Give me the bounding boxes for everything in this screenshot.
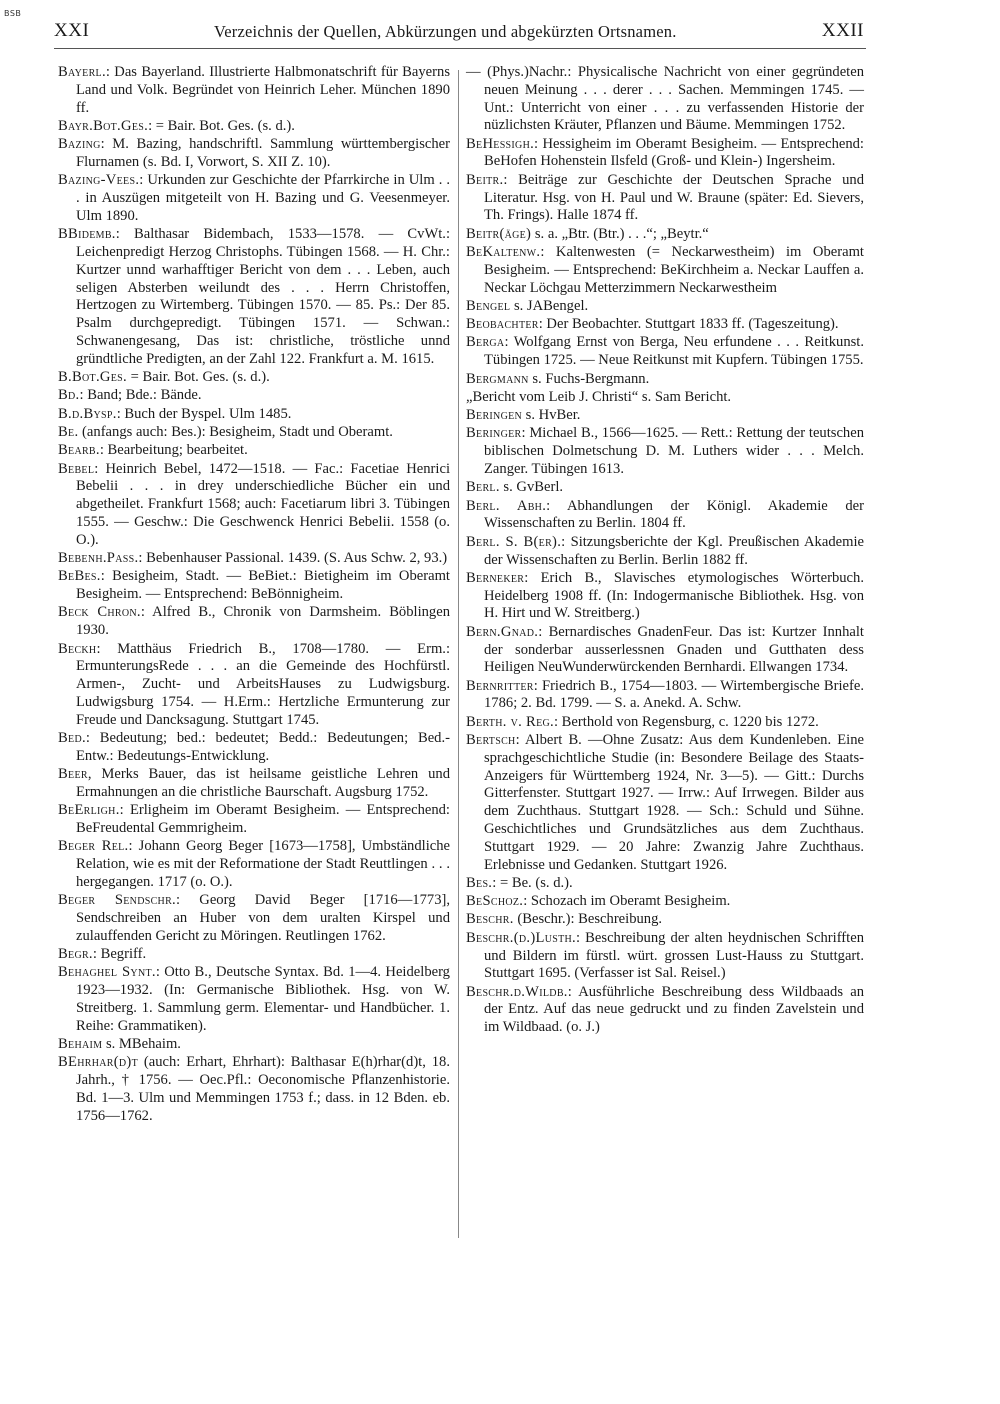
entry-text: : Johann Georg Beger [1673—1758], Umbständliche Relation, wie es mit der Reformatione der Stadt Reuttlingen . . . hergegangen. 1717 (o. O.).: [76, 838, 450, 890]
entry-text: : Erich B., Slavisches etymologisches Wörterbuch. Heidelberg 1908 ff. (In: Indogermanische Bibliothek. Hsg. von H. Hirt und W. Streitberg.): [484, 569, 864, 622]
entry-abbreviation: Begr.: [58, 946, 93, 963]
dictionary-entry: [466, 498, 864, 534]
entry-text: s. a. „Btr. (Btr.) . . .“; „Beytr.“: [531, 225, 709, 242]
entry-text: : Sitzungsberichte der Kgl. Preußischen Akademie der Wissenschaften zu Berlin. Berlin 1882 ff.: [484, 533, 864, 568]
entry-abbreviation: Bd.: [58, 387, 80, 404]
entry-abbreviation: Beck Chron.: [58, 604, 141, 621]
entry-abbreviation: Berneker: [466, 569, 525, 586]
dictionary-entry: [466, 316, 864, 334]
dictionary-entry: [58, 387, 450, 405]
page-number-left: XXI: [54, 20, 90, 41]
entry-text: : Georg David Beger [1716—1773], Sendschreiben an Huber von dem uralten Kirspel und zulauffenden Gericht zu Möringen. Reutlingen 1762.: [76, 892, 451, 944]
entry-text: : Otto B., Deutsche Syntax. Bd. 1—4. Heidelberg 1923—1932. (In: Germanische Bibliothek. Hsg. von W. Streitberg. 1. Sammlung germ. Elementar- und Handbücher. 1. Reihe: Grammatiken).: [76, 964, 450, 1034]
dictionary-entry: [58, 946, 450, 964]
entry-text: : Ausführliche Beschreibung dess Wildbaads an der Entz. Auf das neue gedruckt und zu finden Zavelstein und im Wildbaad. (o. J.): [484, 983, 864, 1036]
entry-abbreviation: Bearb.: [58, 442, 100, 459]
entry-text: (auch: Erhart, Ehrhart): Balthasar E(h)rhar(d)t, 18. Jahrh., † 1756. — Oec.Pfl.: Oeconomische Pflanzenhistorie. Bd. 1—3. Ulm und Memmingen 1753 f.; dass. in 12 Bden. eb. 1756—1762.: [76, 1054, 450, 1124]
entry-abbreviation: Bernritter: [466, 677, 534, 694]
dictionary-entry: [466, 930, 864, 983]
entry-abbreviation: Beckh: [58, 640, 97, 657]
entry-text: : Urkunden zur Geschichte der Pfarrkirche in Ulm . . . in Auszügen mitgeteilt von H. Bazing und G. Veesenmeyer. Ulm 1890.: [76, 172, 450, 224]
entry-text: s. Fuchs-Bergmann.: [528, 370, 650, 387]
entry-text: : Beiträge zur Geschichte der Deutschen Sprache und Literatur. Hsg. von H. Paul und W. Braune (später: Ed. Sievers, Th. Frings). Halle 1874 ff.: [484, 171, 864, 224]
dictionary-entry: [58, 766, 450, 802]
entry-abbreviation: Beitr(äge): [466, 225, 532, 242]
entry-text: : Wolfgang Ernst von Berga, Neu erfundene . . . Reitkunst. Tübingen 1725. — Neue Reitkunst mit Kupfern. Tübingen 1755.: [484, 334, 864, 369]
dictionary-entry: [466, 389, 864, 407]
dictionary-entry: [58, 838, 450, 891]
entry-text: = Bair. Bot. Ges. (s. d.).: [126, 369, 270, 386]
dictionary-entry: [58, 641, 450, 730]
entry-abbreviation: BEhrhar(d)t: [58, 1054, 139, 1071]
entry-text: : Alfred B., Chronik von Darmsheim. Böblingen 1930.: [76, 604, 450, 639]
dictionary-entry: [466, 407, 864, 425]
entry-abbreviation: Behaim: [58, 1036, 103, 1053]
entry-text: : Michael B., 1566—1625. — Rett.: Rettung der teutschen biblischen Dolmetschung D. M. Luthers wider . . . Melch. Zanger. Tübingen 1613.: [484, 425, 864, 478]
dictionary-entry: [466, 875, 864, 893]
entry-text: : Albert B. —Ohne Zusatz: Aus dem Kundenleben. Eine sprachgeschichtliche Studie (in: Besondere Beilage des Staats-Anzeigers für Württemberg 1924, Nr. 3—5). — Gitt.: Durchs Gitterfenster. Stuttgart 1927. — Irrw.: Auf Irrwegen. Bilder aus dem Zuchthaus. Stuttgart 1928. — Sch.: Schuld und Sühne. Geschichtliches und Grundsätzliches aus dem Zuchthaus. Stuttgart 1929. — 20 Jahre: Zwanzig Jahre Zuchthaus. Erlebnisse und Gedanken. Stuttgart 1926.: [484, 731, 864, 873]
entry-abbreviation: Bayerl.: [58, 64, 106, 80]
entry-abbreviation: Bergmann: [466, 370, 529, 387]
entry-abbreviation: Bed.: [58, 729, 86, 746]
entry-abbreviation: Bazing: [58, 136, 101, 153]
entry-abbreviation: B.Bot.Ges.: [58, 369, 127, 386]
dictionary-entry: [58, 424, 450, 442]
dictionary-entry: [58, 406, 450, 424]
entry-text: : Band; Bde.: Bände.: [79, 387, 202, 404]
entry-abbreviation: Beschr.(d.)Lusth.: [466, 929, 576, 946]
dictionary-entry: [58, 568, 450, 604]
entry-abbreviation: Bazing-Vees.: [58, 172, 140, 189]
entry-abbreviation: Beger Rel.: [58, 838, 129, 855]
dictionary-entry: [58, 964, 450, 1035]
dictionary-entry: [466, 226, 864, 244]
dictionary-entry: [466, 479, 864, 497]
entry-text: (Beschr.): Beschreibung.: [513, 911, 663, 928]
right-column: [466, 64, 864, 1038]
entry-text: : Erligheim im Oberamt Besigheim. — Entsprechend: BeFreudental Gemmrigheim.: [76, 802, 450, 836]
entry-text: : Abhandlungen der Königl. Akademie der Wissenschaften zu Berlin. 1804 ff.: [484, 497, 864, 532]
entry-abbreviation: Berga: [466, 334, 505, 351]
entry-abbreviation: BeBes.: [58, 568, 101, 585]
dictionary-entry: [466, 425, 864, 478]
library-stamp: BSB: [4, 9, 22, 18]
dictionary-entry: [466, 984, 864, 1037]
entry-text: : Begriff.: [92, 946, 147, 963]
entry-text: : Besigheim, Stadt. — BeBiet.: Bietigheim im Oberamt Besigheim. — Entsprechend: BeBönnigheim.: [76, 568, 450, 603]
entry-text: : Friedrich B., 1754—1803. — Wirtembergische Briefe. 1786; 2. Bd. 1799. — S. a. Anekd. A. Schw.: [484, 677, 864, 712]
entry-text: (anfangs auch: Bes.): Besigheim, Stadt und Oberamt.: [78, 423, 393, 440]
entry-text: : Berthold von Regensburg, c. 1220 bis 1272.: [553, 713, 819, 730]
entry-abbreviation: Bayr.Bot.Ges.: [58, 117, 149, 134]
entry-text: : Balthasar Bidembach, 1533—1578. — CvWt.: Leichenpredigt Herzog Christophs. Tübingen 1568. — H. Chr.: Kurtzer unnd warhafftiger Bericht von dem . . . Leben, auch seligen Absterben weilundt des . . . Herrn Christoffen, Hertzogen zu Wirtemberg. Tübingen 1570. — 85. Ps.: Der 85. Psalm durchgepredigt. Tübingen 1571. — Schwan.: Schwanengesang, Das ist: christliche, tröstliche unnd gründtliche Predigten, an der Zahl 122. Frankfurt a. M. 1615.: [76, 226, 450, 367]
entry-abbreviation: Bebenh.Pass.: [58, 550, 139, 567]
entry-abbreviation: Bes.: [466, 874, 493, 891]
dictionary-entry: [58, 226, 450, 368]
entry-abbreviation: Beringen: [466, 407, 523, 424]
entry-abbreviation: Behaghel Synt.: [58, 964, 156, 981]
entry-abbreviation: BeKaltenw.: [466, 243, 541, 260]
entry-text: : Matthäus Friedrich B., 1708—1780. — Erm.: ErmunterungsRede . . . an die Gemeinde des Hochfürstl. Armen-, Zucht- und ArbeitsHauses zu Ludwigsburg. Ludwigsburg 1754. — H.Erm.: Hertzliche Ermunterung zur Freude und Dancksagung. Stuttgart 1745.: [76, 640, 450, 728]
entry-text: s. JABengel.: [510, 297, 589, 314]
entry-text: : Der Beobachter. Stuttgart 1833 ff. (Tageszeitung).: [538, 316, 839, 333]
entry-text: s. GvBerl.: [499, 479, 564, 496]
entry-abbreviation: BeHessigh.: [466, 135, 535, 152]
left-column: [58, 64, 450, 1126]
dictionary-entry: [466, 371, 864, 389]
entry-text: : Bedeutung; bed.: bedeutet; Bedd.: Bedeutungen; Bed.-Entw.: Bedeutungs-Entwicklung.: [76, 729, 450, 764]
dictionary-entry: [58, 892, 450, 945]
dictionary-entry: [466, 732, 864, 874]
dictionary-entry: [466, 172, 864, 225]
dictionary-entry: [466, 244, 864, 297]
dictionary-entry: [466, 624, 864, 677]
entry-text: : Beschreibung der alten heydnischen Schrifften und Bildern im fürstl. würt. grossen Lust-Hauss zu Stuttgart. Stuttgart 1695. (Verfasser ist Sal. Reisel.): [484, 929, 864, 982]
dictionary-entry: [466, 298, 864, 316]
dictionary-entry: [58, 172, 450, 225]
entry-abbreviation: BBidemb.: [58, 226, 116, 243]
entry-text: , Merks Bauer, das ist heilsame geistliche Lehren und Ermahnungen an die christliche Baurschaft. Augsburg 1752.: [76, 766, 450, 800]
entry-abbreviation: Beringer: [466, 425, 522, 442]
entry-abbreviation: Bengel: [466, 297, 511, 314]
entry-text: : Bebenhauser Passional. 1439. (S. Aus Schw. 2, 93.): [138, 550, 448, 567]
dictionary-entry: [466, 334, 864, 370]
entry-text: : Bernardisches GnadenFeur. Das ist: Kurtzer Innhalt der sonderbar ausserlessnen Gnaden und Gutthaten dess Heiligen NeuWunderwürckenden Bernhardi. Ellwangen 1734.: [484, 623, 864, 676]
entry-abbreviation: Beitr.: [466, 171, 504, 188]
dictionary-entry: [58, 118, 450, 136]
entry-abbreviation: Beger Sendschr.: [58, 892, 177, 909]
entry-abbreviation: Bebel: [58, 460, 95, 477]
entry-abbreviation: Berl.: [466, 479, 500, 496]
entry-text: : M. Bazing, handschriftl. Sammlung württembergischer Flurnamen (s. Bd. I, Vorwort, S. XII Z. 10).: [76, 136, 450, 170]
dictionary-entry: [466, 714, 864, 732]
entry-abbreviation: BeSchoz.: [466, 893, 524, 910]
dictionary-entry: [58, 550, 450, 568]
entry-abbreviation: Berl. Abh.: [466, 497, 547, 514]
dictionary-entry: [466, 570, 864, 623]
entry-abbreviation: Berl. S. B(er).: [466, 533, 562, 550]
entry-text: : = Bair. Bot. Ges. (s. d.).: [148, 117, 295, 134]
entry-text: s. MBehaim.: [102, 1036, 181, 1053]
entry-text: : = Be. (s. d.).: [492, 874, 573, 891]
dictionary-entry: [58, 442, 450, 460]
entry-abbreviation: BeErligh.: [58, 802, 120, 819]
entry-abbreviation: B.d.Bysp.: [58, 405, 117, 422]
dictionary-entry: [466, 893, 864, 911]
entry-text: : Hessigheim im Oberamt Besigheim. — Entsprechend: BeHofen Hohenstein Ilsfeld (Groß- und Klein-) Ingersheim.: [484, 135, 864, 170]
dictionary-entry: [58, 604, 450, 640]
dictionary-entry: [58, 461, 450, 550]
dictionary-entry: [58, 136, 450, 172]
dictionary-entry: [466, 64, 864, 135]
dictionary-entry: [58, 369, 450, 387]
entry-text: : Schozach im Oberamt Besigheim.: [523, 893, 731, 910]
dictionary-entry: [466, 911, 864, 929]
entry-abbreviation: Be.: [58, 423, 79, 440]
entry-abbreviation: Bertsch: [466, 731, 516, 748]
dictionary-entry: [58, 730, 450, 766]
page-number-right: XXII: [821, 20, 864, 41]
entry-abbreviation: Beobachter: [466, 316, 539, 333]
entry-abbreviation: Beschr.: [466, 911, 514, 928]
dictionary-entry: [58, 802, 450, 838]
dictionary-entry: [466, 136, 864, 172]
dictionary-entry: [466, 678, 864, 714]
dictionary-entry: [466, 534, 864, 570]
entry-text: : Kaltenwesten (= Neckarwestheim) im Oberamt Besigheim. — Entsprechend: BeKirchheim a. Neckar Lauffen a. Neckar Löchgau Metterzimmern Neckarwestheim: [484, 243, 864, 296]
dictionary-entry: [58, 64, 450, 117]
entry-text: : Buch der Byspel. Ulm 1485.: [116, 405, 292, 422]
dictionary-entry: [58, 1036, 450, 1054]
entry-text: : Das Bayerland. Illustrierte Halbmonatschrift für Bayerns Land und Volk. Begründet von Heinrich Leher. München 1890 ff.: [76, 64, 450, 116]
entry-abbreviation: Beschr.d.Wildb.: [466, 983, 568, 1000]
entry-text: — (Phys.)Nachr.: Physicalische Nachricht von einer gegründeten neuen Meinung . . . derer . . . Sachen. Memmingen 1745. — Unt.: Unterricht von einer . . . zu verfassenden Historie der nüzlichsten Kräuter, Pflanzen und Bäume. Memmingen 1752.: [466, 64, 864, 134]
entry-text: „Bericht vom Leib J. Christi“ s. Sam Bericht.: [466, 388, 732, 405]
entry-abbreviation: Beer: [58, 766, 88, 783]
entry-abbreviation: Berth. v. Reg.: [466, 713, 554, 730]
entry-text: s. HvBer.: [522, 407, 581, 424]
running-title: Verzeichnis der Quellen, Abkürzungen und abgekürzten Ortsnamen.: [214, 22, 677, 41]
column-divider: [458, 70, 459, 1238]
entry-text: : Bearbeitung; bearbeitet.: [99, 442, 248, 459]
page-header: [54, 20, 864, 50]
entry-abbreviation: Bern.Gnad.: [466, 623, 539, 640]
header-rule: [54, 48, 866, 49]
entry-text: : Heinrich Bebel, 1472—1518. — Fac.: Facetiae Henrici Bebelii . . . in drey underschiedliche Bücher ein und abgetheilet. Frankfurt 1568; auch: Facetiarum libri 3. Tübingen 1555. — Geschw.: Die Geschwenck Henrici Bebelii. 1558 (o. O.).: [76, 460, 450, 548]
dictionary-entry: [58, 1054, 450, 1125]
